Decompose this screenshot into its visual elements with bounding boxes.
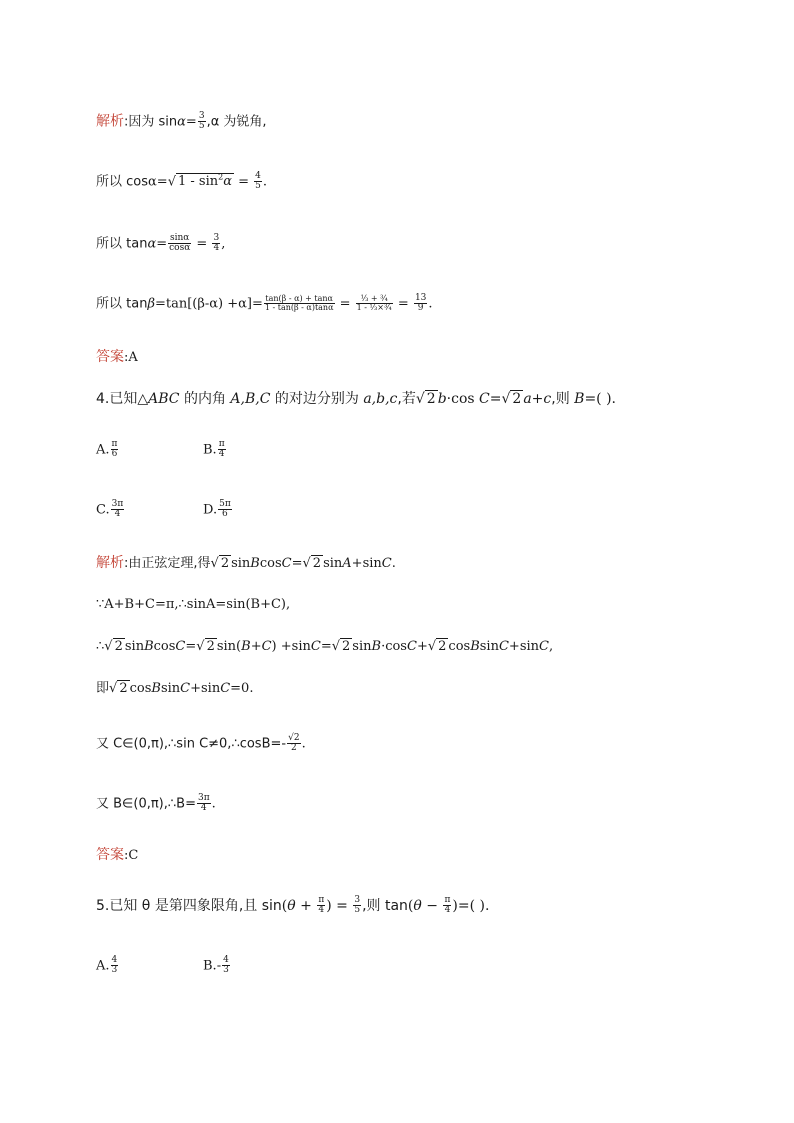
sol3-line-4: 所以 tanβ=tan[(β-α) +α]= $\frac{\tan(\beta - \alpha) + \tan\alpha}{1 - \tan(\beta - \alpha)\tan\alpha}$ = $\frac{\text{⅓ + ¾}}{\text{1 - ⅓×¾}}$ = $\frac{13}{9}$ . <box>96 293 433 314</box>
q5-option-b: B.- $\frac{4}{3}$ <box>203 955 229 976</box>
solution-label: 解析 <box>96 555 124 571</box>
q4-option-b: B. $\frac{\pi}{4}$ <box>203 439 225 460</box>
question-5-stem: 5.已知 θ 是第四象限角,且 sin(θ + $\frac{\pi}{4}$ ) = $\frac{3}{5}$ ,则 tan(θ − $\frac{\pi}{4}$ )=( ). <box>96 895 490 916</box>
fraction: $\frac{\tan(\beta - \alpha) + \tan\alpha}{1 - \tan(\beta - \alpha)\tan\alpha}$ <box>264 294 334 313</box>
q4-solution-line-3: ∴√ 2 sinBcosC=√ 2 sin(B+C) +sinC=√ 2 sinB·cosC+√ 2 cosBsinC+sinC, <box>96 639 554 654</box>
q5-option-a: A. $\frac{4}{3}$ <box>96 955 118 976</box>
fraction: $\frac{13}{9}$ <box>414 293 427 314</box>
sol3-line-2: 所以 cosα=√ $1 - \sin^2\alpha$ = $\frac{4}{5}$ . <box>96 171 268 192</box>
q4-option-c: C. $\frac{3\pi}{4}$ <box>96 499 124 520</box>
solution-label: 解析 <box>96 113 124 130</box>
fraction: $\frac{4}{5}$ <box>255 171 261 192</box>
q4-option-a: A. $\frac{\pi}{6}$ <box>96 439 118 460</box>
compound-fraction: $\frac{\text{⅓ + ¾}}{\text{1 - ⅓×¾}}$ <box>356 294 392 313</box>
q4-solution-line-1: 解析:由正弦定理,得√ 2 sinBcosC=√ 2 sinA+sinC. <box>96 555 396 571</box>
q4-solution-line-6: 又 B∈(0,π),∴B= $\frac{3\pi}{4}$ . <box>96 793 216 814</box>
sqrt: √ $1 - \sin^2\alpha$ <box>167 173 232 190</box>
answer-line-4: 答案:C <box>96 847 139 863</box>
sol3-line-1: 解析:因为 sinα= $\frac{3}{5}$ ,α 为锐角, <box>96 111 267 132</box>
q4-solution-line-5: 又 C∈(0,π),∴sin C≠0,∴cosB=- $\frac{√2}{2}$ . <box>96 733 306 754</box>
fraction: $\frac{3}{4}$ <box>213 233 220 254</box>
q4-solution-line-4: 即√ 2 cosBsinC+sinC=0. <box>96 681 254 696</box>
question-4-stem: 4.已知△ABC 的内角 A,B,C 的对边分别为 a,b,c,若√ 2 b·cos C=√ 2 a+c,则 B=( ). <box>96 391 617 407</box>
q4-option-d: D. $\frac{5\pi}{6}$ <box>203 499 231 520</box>
answer-label: 答案 <box>96 349 124 365</box>
fraction: $\frac{\sin\alpha}{\cos\alpha}$ <box>169 233 191 254</box>
fraction: $\frac{3}{5}$ <box>198 111 205 132</box>
q4-solution-line-2: ∵A+B+C=π,∴sinA=sin(B+C), <box>96 597 291 612</box>
sol3-line-3: 所以 tanα= $\frac{\sin\alpha}{\cos\alpha}$ = $\frac{3}{4}$ , <box>96 233 226 254</box>
answer-line-3: 答案:A <box>96 349 138 365</box>
answer-label: 答案 <box>96 847 124 863</box>
